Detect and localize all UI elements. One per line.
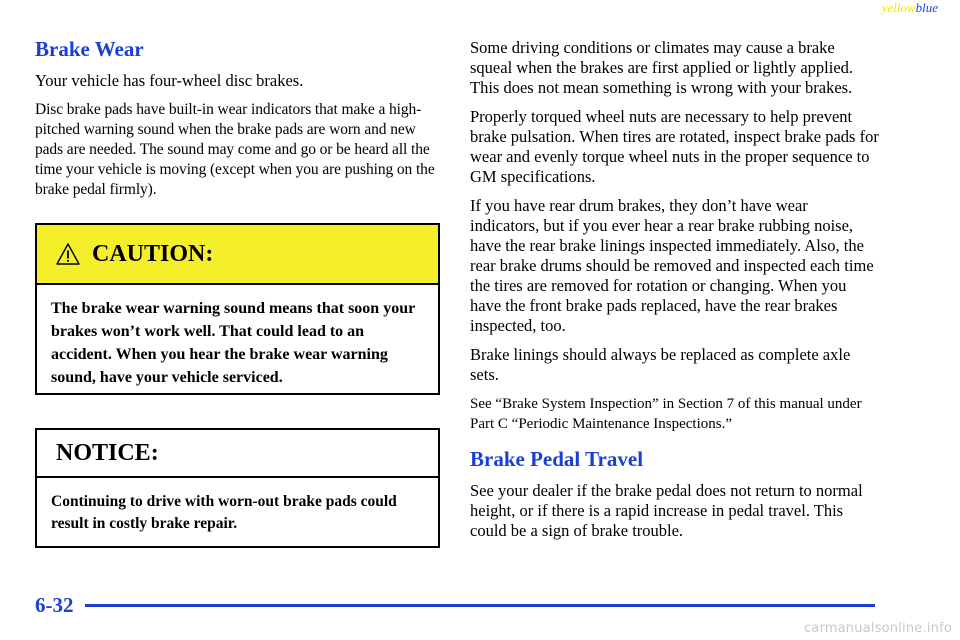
notice-title: NOTICE: [56,439,159,466]
caution-body: The brake wear warning sound means that soon your brakes won’t work well. That could lead to an accident. When you hear the brake wear warning sound, have your vehicle serviced. [51,300,415,387]
corner-color-tag [882,0,938,16]
caution-header [37,225,438,285]
notice-body: Continuing to drive with worn-out brake pads could result in costly brake repair. [51,493,397,533]
tag-yellow: yellow [881,0,916,15]
paragraph-see-inspection: See “Brake System Inspection” in Section 7 of this manual under Part C “Periodic Maintenance Inspections.” [470,396,862,432]
right-column [470,38,880,550]
section-heading-brake-wear: Brake Wear [35,37,144,61]
watermark: carmanualsonline.info [803,621,952,636]
paragraph-rear-drum: If you have rear drum brakes, they don’t have wear indicators, but if you ever hear a rear brake rubbing noise, have the rear brake linings inspected immediately. Also, the rear brake drums should be removed and inspected each time the tires are removed for rotation or changing. When you have the front brake pads replaced, have the rear brakes inspected, too. [470,196,874,335]
footer-divider [85,604,875,607]
caution-box [35,223,440,395]
paragraph-pedal-travel: See your dealer if the brake pedal does not return to normal height, or if there is a rapid increase in pedal travel. This could be a sign of brake trouble. [470,481,863,541]
paragraph-wheel-nuts: Properly torqued wheel nuts are necessary to help prevent brake pulsation. When tires are rotated, inspect brake pads for wear and evenly torque wheel nuts in the proper sequence to GM specifications. [470,107,879,186]
caution-title: CAUTION: [92,240,214,267]
paragraph-axle-sets: Brake linings should always be replaced as complete axle sets. [470,345,851,384]
notice-box [35,428,440,548]
section-heading-pedal-travel: Brake Pedal Travel [470,447,644,471]
warning-triangle-icon [56,242,80,266]
left-column [35,38,440,548]
notice-header [37,430,438,478]
paragraph-brake-squeal: Some driving conditions or climates may cause a brake squeal when the brakes are first applied or lightly applied. This does not mean something is wrong with your brakes. [470,38,854,97]
tag-blue: blue [915,0,938,15]
paragraph-four-wheel-disc: Your vehicle has four-wheel disc brakes. [35,71,304,91]
paragraph-wear-indicators: Disc brake pads have built-in wear indicators that make a high-pitched warning sound when the brake pads are worn and new pads are needed. The sound may come and go or be heard all the time your vehicle is moving (except when you are pushing on the brake pedal firmly). [35,101,435,199]
page-number: 6-32 [35,593,74,617]
